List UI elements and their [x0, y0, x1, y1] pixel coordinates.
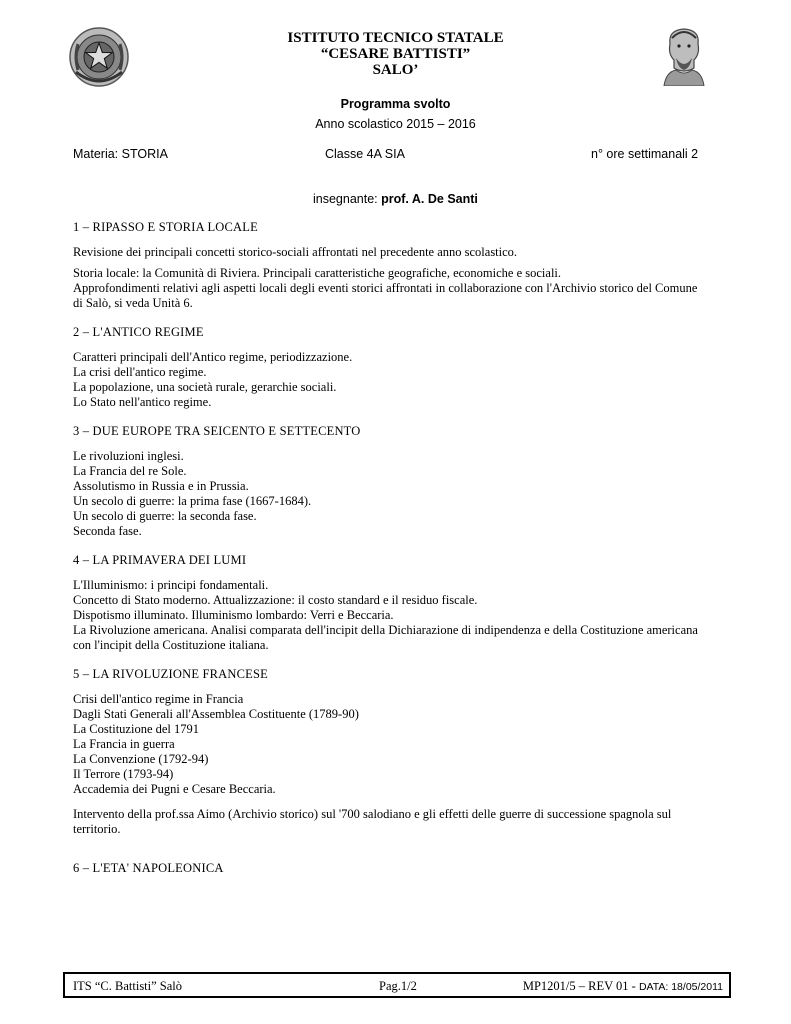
section-1 [73, 220, 733, 311]
list-item: La Costituzione del 1791 [73, 722, 200, 736]
teacher-label: insegnante: [313, 192, 382, 206]
section-3 [73, 424, 733, 539]
weekly-hours-label: n° ore settimanali 2 [591, 147, 699, 161]
footer-revision: MP1201/5 – REV 01 - [522, 979, 639, 993]
section-title: 4 – LA PRIMAVERA DEI LUMI [73, 553, 247, 567]
list-item: Caratteri principali dell'Antico regime, periodizzazione. [73, 350, 353, 364]
paragraph-line: Approfondimenti relativi agli aspetti locali degli eventi storici affrontati in collaborazione con l'Archivio storico del Comune [73, 281, 698, 295]
section-2 [73, 325, 733, 410]
section-4 [73, 553, 733, 653]
list-item: Accademia dei Pugni e Cesare Beccaria. [73, 782, 276, 796]
footer-page-number: Pag.1/2 [379, 979, 417, 993]
list-item: La Francia del re Sole. [73, 464, 187, 478]
paragraph-line: Intervento della prof.ssa Aimo (Archivio storico) sul '700 salodiano e gli effetti delle guerre di successione spagnola sul [73, 807, 672, 821]
school-header-line2: “CESARE BATTISTI” [320, 46, 471, 62]
program-content [73, 220, 733, 890]
section-6 [73, 861, 733, 876]
list-item: La Rivoluzione americana. Analisi comparata dell'incipit della Dichiarazione di indipendenza e della Costituzione americana [73, 623, 698, 637]
subject-label: Materia: STORIA [73, 147, 168, 161]
list-item: Dispotismo illuminato. Illuminismo lombardo: Verri e Beccaria. [73, 608, 394, 622]
section-title: 1 – RIPASSO E STORIA LOCALE [73, 220, 258, 234]
section-title: 2 – L'ANTICO REGIME [73, 325, 204, 339]
section-title: 6 – L'ETA' NAPOLEONICA [73, 861, 224, 875]
list-item: Il Terrore (1793-94) [73, 767, 174, 781]
school-year: Anno scolastico 2015 – 2016 [315, 117, 476, 131]
list-item: La popolazione, una società rurale, gerarchie sociali. [73, 380, 337, 394]
class-label: Classe 4A SIA [325, 147, 405, 161]
school-header-line1: ISTITUTO TECNICO STATALE [287, 30, 504, 46]
paragraph-line: territorio. [73, 822, 121, 836]
italian-republic-emblem-icon [68, 26, 130, 88]
section-title: 5 – LA RIVOLUZIONE FRANCESE [73, 667, 268, 681]
page-footer [63, 972, 731, 998]
list-item: Lo Stato nell'antico regime. [73, 395, 212, 409]
teacher-line [313, 192, 478, 206]
paragraph: Revisione dei principali concetti storico-sociali affrontati nel precedente anno scolastico. [73, 245, 518, 259]
list-item: Concetto di Stato moderno. Attualizzazione: il costo standard e il residuo fiscale. [73, 593, 478, 607]
list-item: Dagli Stati Generali all'Assemblea Costituente (1789-90) [73, 707, 359, 721]
list-item: Un secolo di guerre: la prima fase (1667-1684). [73, 494, 312, 508]
program-title: Programma svolto [340, 97, 451, 111]
list-item: Assolutismo in Russia e in Prussia. [73, 479, 249, 493]
list-item: Le rivoluzioni inglesi. [73, 449, 184, 463]
footer-date: DATA: 18/05/2011 [638, 981, 723, 993]
paragraph-line: di Salò, si veda Unità 6. [73, 296, 193, 310]
list-item: Crisi dell'antico regime in Francia [73, 692, 244, 706]
school-header [200, 30, 591, 78]
list-item: La Convenzione (1792-94) [73, 752, 209, 766]
footer-document-code [523, 979, 723, 994]
school-header-line3: SALO’ [372, 62, 419, 78]
list-item: Seconda fase. [73, 524, 142, 538]
paragraph-line: Storia locale: la Comunità di Riviera. Principali caratteristiche geografiche, economiche e sociali. [73, 266, 562, 280]
cesare-battisti-portrait-icon [660, 24, 708, 86]
list-item: La Francia in guerra [73, 737, 175, 751]
section-title: 3 – DUE EUROPE TRA SEICENTO E SETTECENTO [73, 424, 361, 438]
list-item: con l'incipit della Costituzione italiana. [73, 638, 269, 652]
list-item: Un secolo di guerre: la seconda fase. [73, 509, 257, 523]
section-5 [73, 667, 733, 847]
list-item: La crisi dell'antico regime. [73, 365, 207, 379]
footer-school: ITS “C. Battisti” Salò [73, 979, 183, 993]
list-item: L'Illuminismo: i principi fondamentali. [73, 578, 269, 592]
teacher-name: prof. A. De Santi [381, 192, 478, 206]
